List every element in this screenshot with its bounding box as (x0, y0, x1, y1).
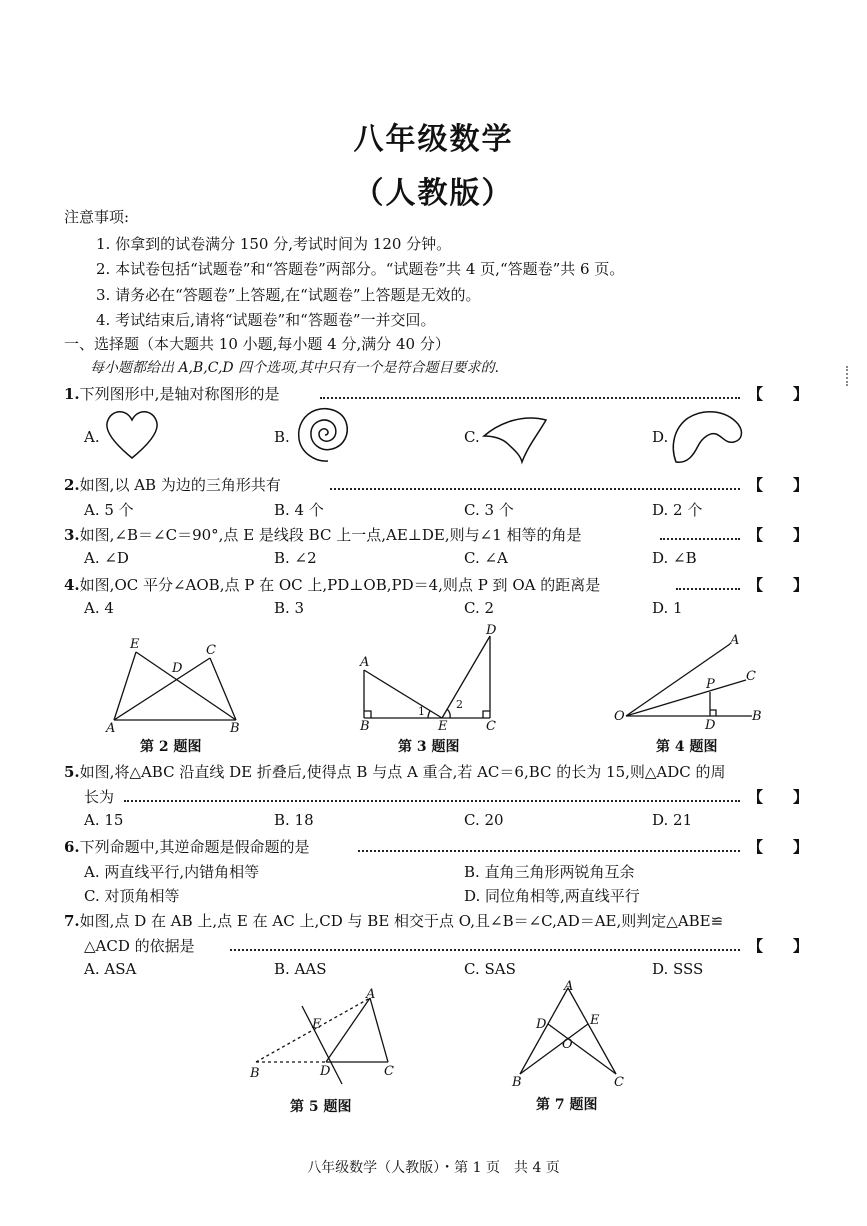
figure-2 (104, 634, 254, 734)
fig3-label-b: B (360, 719, 370, 732)
option-d: D. (652, 428, 669, 446)
answer-bracket: 【 】 (748, 576, 809, 594)
leader-dots (676, 588, 740, 590)
notes-heading: 注意事项: (64, 208, 130, 226)
option-c: C. 2 (464, 599, 495, 617)
fig5-label-e: E (312, 1017, 322, 1032)
question-text: 下列图形中,是轴对称图形的是 (79, 385, 280, 403)
option-b: B. 18 (274, 811, 314, 829)
fig2-label-d: D (172, 661, 183, 676)
option-c: C. 3 个 (464, 501, 514, 519)
question-4 (64, 574, 600, 595)
option-b: B. 3 (274, 599, 305, 617)
figure-2-caption: 第 2 题图 (140, 739, 202, 755)
option-d: D. 1 (652, 599, 683, 617)
option-a: A. (84, 428, 100, 446)
question-text: 如图,以 AB 为边的三角形共有 (79, 476, 281, 494)
leader-dots (660, 538, 740, 540)
figure-7 (506, 978, 636, 1090)
question-3 (64, 524, 582, 545)
fig5-label-c: C (384, 1064, 394, 1079)
edge-mark (846, 366, 850, 386)
fig3-label-1: 1 (418, 705, 425, 718)
fig7-label-d: D (536, 1017, 547, 1032)
option-d: D. 2 个 (652, 501, 703, 519)
page-subtitle: （人教版） (353, 176, 514, 211)
option-a: A. ASA (84, 960, 137, 978)
option-a: A. 5 个 (84, 501, 134, 519)
figure-3-caption: 第 3 题图 (398, 739, 460, 755)
fig2-label-b: B (230, 721, 240, 734)
note-item: 2. 本试卷包括“试题卷”和“答题卷”两部分。“试题卷”共 4 页,“答题卷”共 6 页。 (96, 260, 625, 278)
fig2-label-a: A (106, 721, 116, 734)
question-number: 1. (64, 385, 80, 403)
answer-bracket: 【 】 (748, 476, 809, 494)
figure-5-caption: 第 5 题图 (290, 1099, 352, 1115)
fig4-label-c: C (746, 669, 756, 684)
question-number: 2. (64, 476, 80, 494)
option-c: C. ∠A (464, 549, 508, 567)
question-number: 7. (64, 912, 80, 930)
fig3-label-c: C (486, 719, 496, 732)
fig5-label-d: D (320, 1064, 331, 1079)
fig4-label-d: D (705, 718, 716, 732)
answer-bracket: 【 】 (748, 937, 809, 955)
leader-dots (358, 850, 740, 852)
option-a: A. 两直线平行,内错角相等 (84, 863, 260, 881)
option-a: A. 15 (84, 811, 124, 829)
question-text: 如图,OC 平分∠AOB,点 P 在 OC 上,PD⊥OB,PD＝4,则点 P 到 OA 的距离是 (79, 576, 601, 594)
figure-5 (244, 984, 414, 1088)
answer-bracket: 【 】 (748, 526, 809, 544)
fig7-label-c: C (614, 1075, 624, 1090)
fig3-label-e: E (438, 719, 448, 732)
fig4-label-p: P (706, 677, 715, 692)
fig2-label-e: E (130, 637, 140, 652)
option-b: B. ∠2 (274, 549, 317, 567)
figure-4 (612, 630, 772, 732)
leader-dots (320, 397, 740, 399)
spiral-shape (292, 404, 358, 466)
figure-4-caption: 第 4 题图 (656, 739, 718, 755)
question-1 (64, 383, 279, 404)
option-b: B. 4 个 (274, 501, 324, 519)
question-text: 如图,∠B＝∠C＝90°,点 E 是线段 BC 上一点,AE⊥DE,则与∠1 相等的角是 (79, 526, 582, 544)
fig7-label-a: A (564, 979, 574, 994)
question-number: 3. (64, 526, 80, 544)
fig7-label-o: O (562, 1037, 573, 1052)
fig4-label-a: A (730, 633, 740, 648)
leader-dots (124, 800, 740, 802)
fig2-label-c: C (206, 643, 216, 658)
figure-7-caption: 第 7 题图 (536, 1097, 598, 1113)
question-text: 如图,点 D 在 AB 上,点 E 在 AC 上,CD 与 BE 相交于点 O,且∠B＝∠C,AD＝AE,则判定△ABE≌ (79, 912, 724, 930)
question-text: 下列命题中,其逆命题是假命题的是 (79, 838, 310, 856)
answer-bracket: 【 】 (748, 788, 809, 806)
option-c: C. (464, 428, 480, 446)
option-c: C. 对顶角相等 (84, 887, 180, 905)
leader-dots (330, 488, 740, 490)
section-instruction: 每小题都给出 A,B,C,D 四个选项,其中只有一个是符合题目要求的. (90, 360, 499, 376)
question-7 (64, 910, 723, 931)
comma-shape (668, 406, 748, 466)
question-6 (64, 836, 309, 857)
figure-3 (352, 622, 512, 732)
heart-shape (102, 406, 162, 462)
option-b: B. 直角三角形两锐角互余 (464, 863, 635, 881)
option-c: C. 20 (464, 811, 504, 829)
fig5-label-b: B (250, 1066, 260, 1081)
question-text-cont: △ACD 的依据是 (84, 937, 195, 955)
question-number: 6. (64, 838, 80, 856)
fig5-label-a: A (366, 987, 376, 1002)
page-title: 八年级数学 (353, 122, 514, 157)
page-footer: 八年级数学（人教版）・第 1 页 共 4 页 (307, 1160, 560, 1176)
answer-bracket: 【 】 (748, 838, 809, 856)
option-d: D. 21 (652, 811, 693, 829)
question-text-cont: 长为 (84, 788, 115, 806)
note-item: 1. 你拿到的试卷满分 150 分,考试时间为 120 分钟。 (96, 235, 452, 253)
note-item: 4. 考试结束后,请将“试题卷”和“答题卷”一并交回。 (96, 311, 436, 329)
question-number: 4. (64, 576, 80, 594)
option-a: A. ∠D (84, 549, 129, 567)
question-2 (64, 474, 281, 495)
fig4-label-o: O (614, 709, 625, 724)
option-c: C. SAS (464, 960, 516, 978)
note-item: 3. 请务必在“答题卷”上答题,在“试题卷”上答题是无效的。 (96, 286, 481, 304)
fig4-label-b: B (752, 709, 762, 724)
leader-dots (230, 949, 740, 951)
fig7-label-b: B (512, 1075, 522, 1090)
fig3-label-2: 2 (456, 698, 463, 711)
fig7-label-e: E (590, 1013, 600, 1028)
section-heading: 一、选择题（本大题共 10 小题,每小题 4 分,满分 40 分） (64, 335, 450, 353)
option-d: D. 同位角相等,两直线平行 (464, 887, 640, 905)
answer-bracket: 【 】 (748, 385, 809, 403)
fig3-label-a: A (360, 655, 370, 670)
fan-shape (480, 410, 552, 466)
option-b: B. AAS (274, 960, 327, 978)
question-text: 如图,将△ABC 沿直线 DE 折叠后,使得点 B 与点 A 重合,若 AC＝6,BC 的长为 15,则△ADC 的周 (79, 763, 726, 781)
option-d: D. SSS (652, 960, 704, 978)
option-d: D. ∠B (652, 549, 697, 567)
option-b: B. (274, 428, 290, 446)
question-number: 5. (64, 763, 80, 781)
fig3-label-d: D (486, 623, 497, 638)
option-a: A. 4 (84, 599, 114, 617)
question-5 (64, 761, 726, 782)
